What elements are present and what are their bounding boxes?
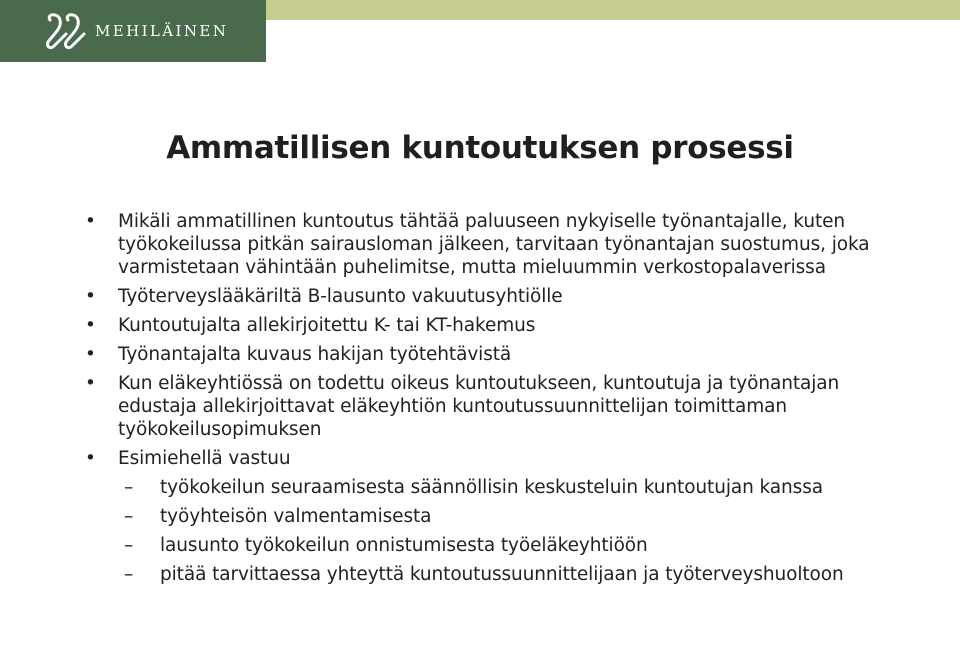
- sub-item: [82, 476, 882, 499]
- bullet-item: [82, 285, 882, 308]
- dash-marker: –: [124, 535, 134, 556]
- bullet-text: Kun eläkeyhtiössä on todettu oikeus kuntoutukseen, kuntoutuja ja työnantajan edustaja allekirjoittavat eläkeyhtiön kuntoutussuunnittelijan toimittaman työkokeilusopimuksen: [118, 373, 840, 440]
- bullet-item: [82, 210, 882, 279]
- sub-item-text: työkokeilun seuraamisesta säännöllisin keskusteluin kuntoutujan kanssa: [160, 477, 823, 498]
- bullet-item: [82, 343, 882, 366]
- bullet-list: [82, 210, 882, 592]
- dash-marker: –: [124, 506, 134, 527]
- bullet-marker: •: [85, 286, 96, 307]
- slide-title: Ammatillisen kuntoutuksen prosessi: [166, 130, 794, 166]
- bullet-marker: •: [85, 448, 96, 469]
- sub-item-text: lausunto työkokeilun onnistumisesta työeläkeyhtiöön: [160, 535, 648, 556]
- bullet-item: [82, 372, 882, 441]
- bullet-marker: •: [85, 344, 96, 365]
- bullet-text: Työnantajalta kuvaus hakijan työtehtävistä: [118, 344, 512, 365]
- dash-marker: –: [124, 477, 134, 498]
- header-band: [266, 0, 960, 20]
- bullet-marker: •: [85, 315, 96, 336]
- bullet-text: Esimiehellä vastuu: [118, 448, 291, 469]
- bullet-text: Kuntoutujalta allekirjoitettu K- tai KT-hakemus: [118, 315, 536, 336]
- sub-item: [82, 534, 882, 557]
- brand-logo: [0, 0, 266, 62]
- bullet-item: [82, 447, 882, 470]
- sub-item: [82, 563, 882, 586]
- dash-marker: –: [124, 564, 134, 585]
- bullet-item: [82, 314, 882, 337]
- sub-item-text: työyhteisön valmentamisesta: [160, 506, 432, 527]
- bullet-marker: •: [85, 211, 96, 232]
- sub-item: [82, 505, 882, 528]
- heart-logo-icon: [44, 12, 88, 52]
- brand-name: MEHILÄINEN: [95, 22, 229, 40]
- bullet-text: Mikäli ammatillinen kuntoutus tähtää paluuseen nykyiselle työnantajalle, kuten työkokeilussa pitkän sairausloman jälkeen, tarvitaan työnantajan suostumus, joka varmistetaan vähintään puhelimitse, mutta mieluummin verkostopalaverissa: [118, 211, 870, 278]
- sub-item-text: pitää tarvittaessa yhteyttä kuntoutussuunnittelijaan ja työterveyshuoltoon: [160, 564, 844, 585]
- bullet-marker: •: [85, 373, 96, 394]
- bullet-text: Työterveyslääkäriltä B-lausunto vakuutusyhtiölle: [118, 286, 563, 307]
